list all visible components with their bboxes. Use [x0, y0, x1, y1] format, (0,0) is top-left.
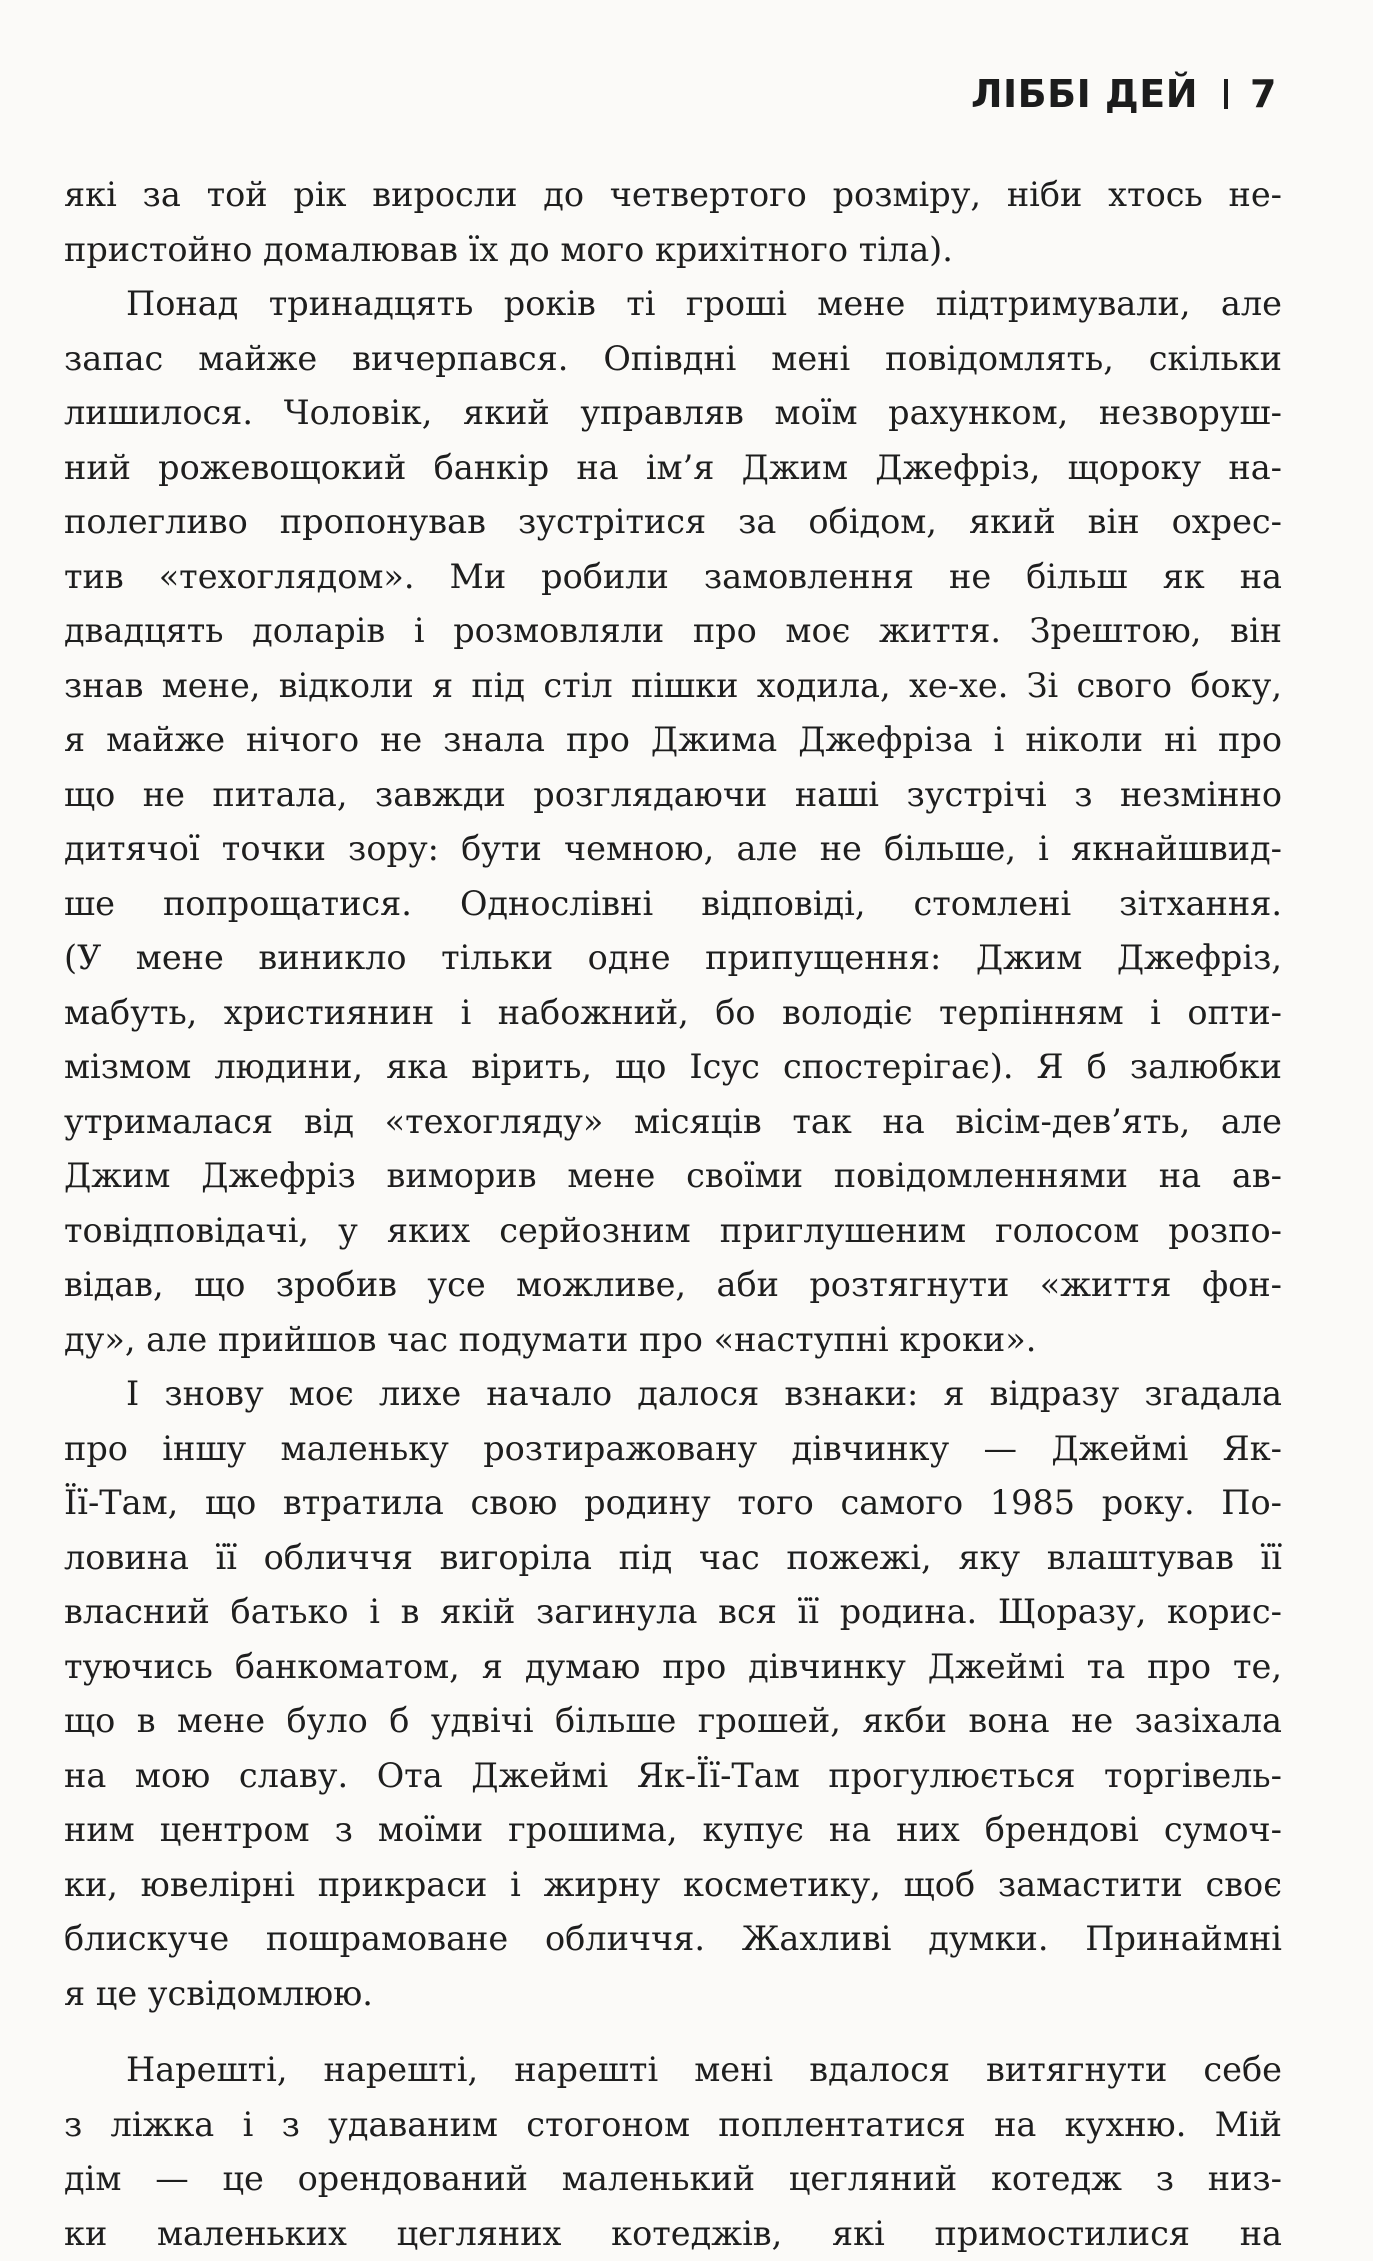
text-line: лишилося. Чоловік, який управляв моїм рахунком, незворуш-: [64, 386, 1282, 441]
text-line: пристойно домалював їх до мого крихітного тіла).: [64, 223, 1282, 278]
text-line: І знову моє лихе начало далося взнаки: я відразу згадала: [64, 1367, 1282, 1422]
text-line: мізмом людини, яка вірить, що Ісус спостерігає). Я б залюбки: [64, 1040, 1282, 1095]
text-line: утрималася від «техогляду» місяців так на вісім-дев’ять, але: [64, 1095, 1282, 1150]
text-line: відав, що зробив усе можливе, аби розтягнути «життя фон-: [64, 1258, 1282, 1313]
text-line: (У мене виникло тільки одне припущення: Джим Джефріз,: [64, 931, 1282, 986]
text-line: ловина її обличчя вигоріла під час пожежі, яку влаштував її: [64, 1531, 1282, 1586]
text-line: Понад тринадцять років ті гроші мене підтримували, але: [64, 277, 1282, 332]
text-line: Нарешті, нарешті, нарешті мені вдалося витягнути себе: [64, 2043, 1282, 2098]
text-line: що не питала, завжди розглядаючи наші зустрічі з незмінно: [64, 768, 1282, 823]
text-line: ки маленьких цегляних котеджів, які примостилися на: [64, 2207, 1282, 2261]
text-line: тив «техоглядом». Ми робили замовлення не більш як на: [64, 550, 1282, 605]
text-line: запас майже вичерпався. Опівдні мені повідомлять, скільки: [64, 332, 1282, 387]
text-line: знав мене, відколи я під стіл пішки ходила, хе-хе. Зі свого боку,: [64, 659, 1282, 714]
text-line: дитячої точки зору: бути чемною, але не більше, і якнайшвид-: [64, 822, 1282, 877]
text-line: з ліжка і з удаваним стогоном поплентатися на кухню. Мій: [64, 2098, 1282, 2153]
text-line: двадцять доларів і розмовляли про моє життя. Зрештою, він: [64, 604, 1282, 659]
text-line: про іншу маленьку розтиражовану дівчинку — Джеймі Як-: [64, 1422, 1282, 1477]
text-line: на мою славу. Ота Джеймі Як-Її-Там прогулюється торгівель-: [64, 1749, 1282, 1804]
text-line: ду», але прийшов час подумати про «наступні кроки».: [64, 1313, 1282, 1368]
text-line: мабуть, християнин і набожний, бо володіє терпінням і опти-: [64, 986, 1282, 1041]
text-line: ше попрощатися. Однослівні відповіді, стомлені зітхання.: [64, 877, 1282, 932]
text-line: ки, ювелірні прикраси і жирну косметику, щоб замастити своє: [64, 1858, 1282, 1913]
text-line: я це усвідомлюю.: [64, 1967, 1282, 2022]
header-separator: [1224, 79, 1228, 109]
text-line: власний батько і в якій загинула вся її родина. Щоразу, корис-: [64, 1585, 1282, 1640]
body-text: [64, 168, 1282, 2261]
paragraph-gap: [64, 2021, 1282, 2043]
text-line: які за той рік виросли до четвертого розміру, ніби хтось не-: [64, 168, 1282, 223]
text-line: ний рожевощокий банкір на ім’я Джим Джефріз, щороку на-: [64, 441, 1282, 496]
text-line: я майже нічого не знала про Джима Джефріза і ніколи ні про: [64, 713, 1282, 768]
text-line: дім — це орендований маленький цегляний котедж з низ-: [64, 2152, 1282, 2207]
text-line: ним центром з моїми грошима, купує на них брендові сумоч-: [64, 1803, 1282, 1858]
running-title: ЛІББІ ДЕЙ: [971, 72, 1198, 116]
text-line: блискуче пошрамоване обличчя. Жахливі думки. Принаймні: [64, 1912, 1282, 1967]
text-line: Її-Там, що втратила свою родину того самого 1985 року. По-: [64, 1476, 1282, 1531]
text-line: товідповідачі, у яких серйозним приглушеним голосом розпо-: [64, 1204, 1282, 1259]
running-header: [971, 72, 1277, 116]
text-line: полегливо пропонував зустрітися за обідом, який він охрес-: [64, 495, 1282, 550]
text-line: туючись банкоматом, я думаю про дівчинку Джеймі та про те,: [64, 1640, 1282, 1695]
page-number: 7: [1250, 72, 1277, 116]
text-line: Джим Джефріз виморив мене своїми повідомленнями на ав-: [64, 1149, 1282, 1204]
text-line: що в мене було б удвічі більше грошей, якби вона не зазіхала: [64, 1694, 1282, 1749]
